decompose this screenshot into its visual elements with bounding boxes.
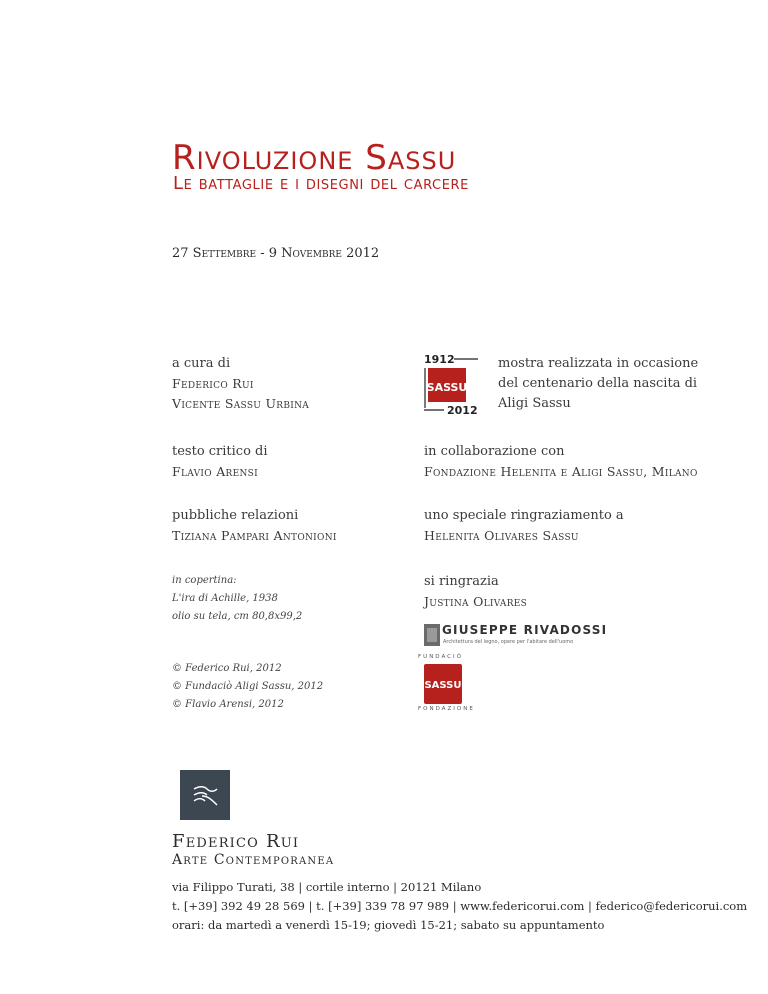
occasion-block (498, 354, 698, 414)
cover-title: L'ira di Achille, 1938 (172, 593, 278, 604)
critic-label: testo critico di (172, 444, 268, 459)
gallery-name: Federico Rui (172, 831, 300, 852)
occasion-line: Aligi Sassu (498, 396, 571, 411)
curated-label: a cura di (172, 356, 231, 371)
copyright-line: © Flavio Arensi, 2012 (172, 699, 284, 710)
ringrazia-block (424, 572, 527, 612)
ringrazia-label: si ringrazia (424, 574, 499, 589)
collab-block (424, 442, 698, 482)
foundation-logo-bottom: FONDAZIONE (418, 706, 475, 712)
svg-text:2012: 2012 (447, 404, 478, 416)
cover-block (172, 572, 302, 626)
occasion-line: del centenario della nascita di (498, 376, 698, 391)
critic-name: Flavio Arensi (172, 464, 258, 479)
collab-label: in collaborazione con (424, 444, 565, 459)
pr-label: pubbliche relazioni (172, 508, 299, 523)
curator-name: Federico Rui (172, 376, 254, 391)
curators-block (172, 354, 309, 414)
gallery-address: via Filippo Turati, 38 | cortile interno | 20121 Milano (172, 880, 482, 894)
ringrazia-name: Justina Olivares (424, 594, 528, 609)
exhibition-dates: 27 Settembre - 9 Novembre 2012 (172, 246, 380, 261)
gallery-subtitle: Arte Contemporanea (172, 852, 335, 868)
critic-block (172, 442, 268, 482)
exhibition-title: Rivoluzione Sassu (172, 138, 457, 178)
exhibition-subtitle: Le battaglie e i disegni del carcere (173, 173, 469, 194)
svg-text:1912: 1912 (424, 353, 455, 366)
thanks-label: uno speciale ringraziamento a (424, 508, 624, 523)
centenary-logo (422, 352, 480, 416)
svg-text:SASSU: SASSU (424, 680, 462, 691)
pr-block (172, 506, 337, 546)
occasion-line: mostra realizzata in occasione (498, 356, 699, 371)
rivadossi-logo-name: GIUSEPPE RIVADOSSI (442, 623, 608, 637)
rivadossi-logo-tagline: Architettura del legno, opere per l'abitare dell'uomo (443, 639, 574, 645)
curator-name: Vicente Sassu Urbina (172, 396, 310, 411)
svg-text:SASSU: SASSU (426, 381, 468, 394)
thanks-block (424, 506, 624, 546)
collab-name: Fondazione Helenita e Aligi Sassu, Milano (424, 464, 698, 479)
cover-label: in copertina: (172, 575, 237, 586)
cover-technique: olio su tela, cm 80,8x99,2 (172, 611, 303, 622)
thanks-name: Helenita Olivares Sassu (424, 528, 579, 543)
foundation-logo-mark (424, 664, 462, 704)
copyright-line: © Fundaciò Aligi Sassu, 2012 (172, 681, 324, 692)
foundation-logo-top: FUNDACIÒ (418, 654, 463, 660)
copyright-line: © Federico Rui, 2012 (172, 663, 282, 674)
gallery-logo-icon (180, 770, 230, 820)
gallery-logo (180, 770, 230, 820)
copyright-block (172, 660, 323, 714)
gallery-hours: orari: da martedì a venerdì 15-19; giovedì 15-21; sabato su appuntamento (172, 918, 605, 932)
gallery-contacts: t. [+39] 392 49 28 569 | t. [+39] 339 78 97 989 | www.federicorui.com | federico@federicorui.com (172, 899, 748, 913)
rivadossi-logo-mark (424, 624, 440, 646)
pr-name: Tiziana Pampari Antonioni (172, 528, 337, 543)
